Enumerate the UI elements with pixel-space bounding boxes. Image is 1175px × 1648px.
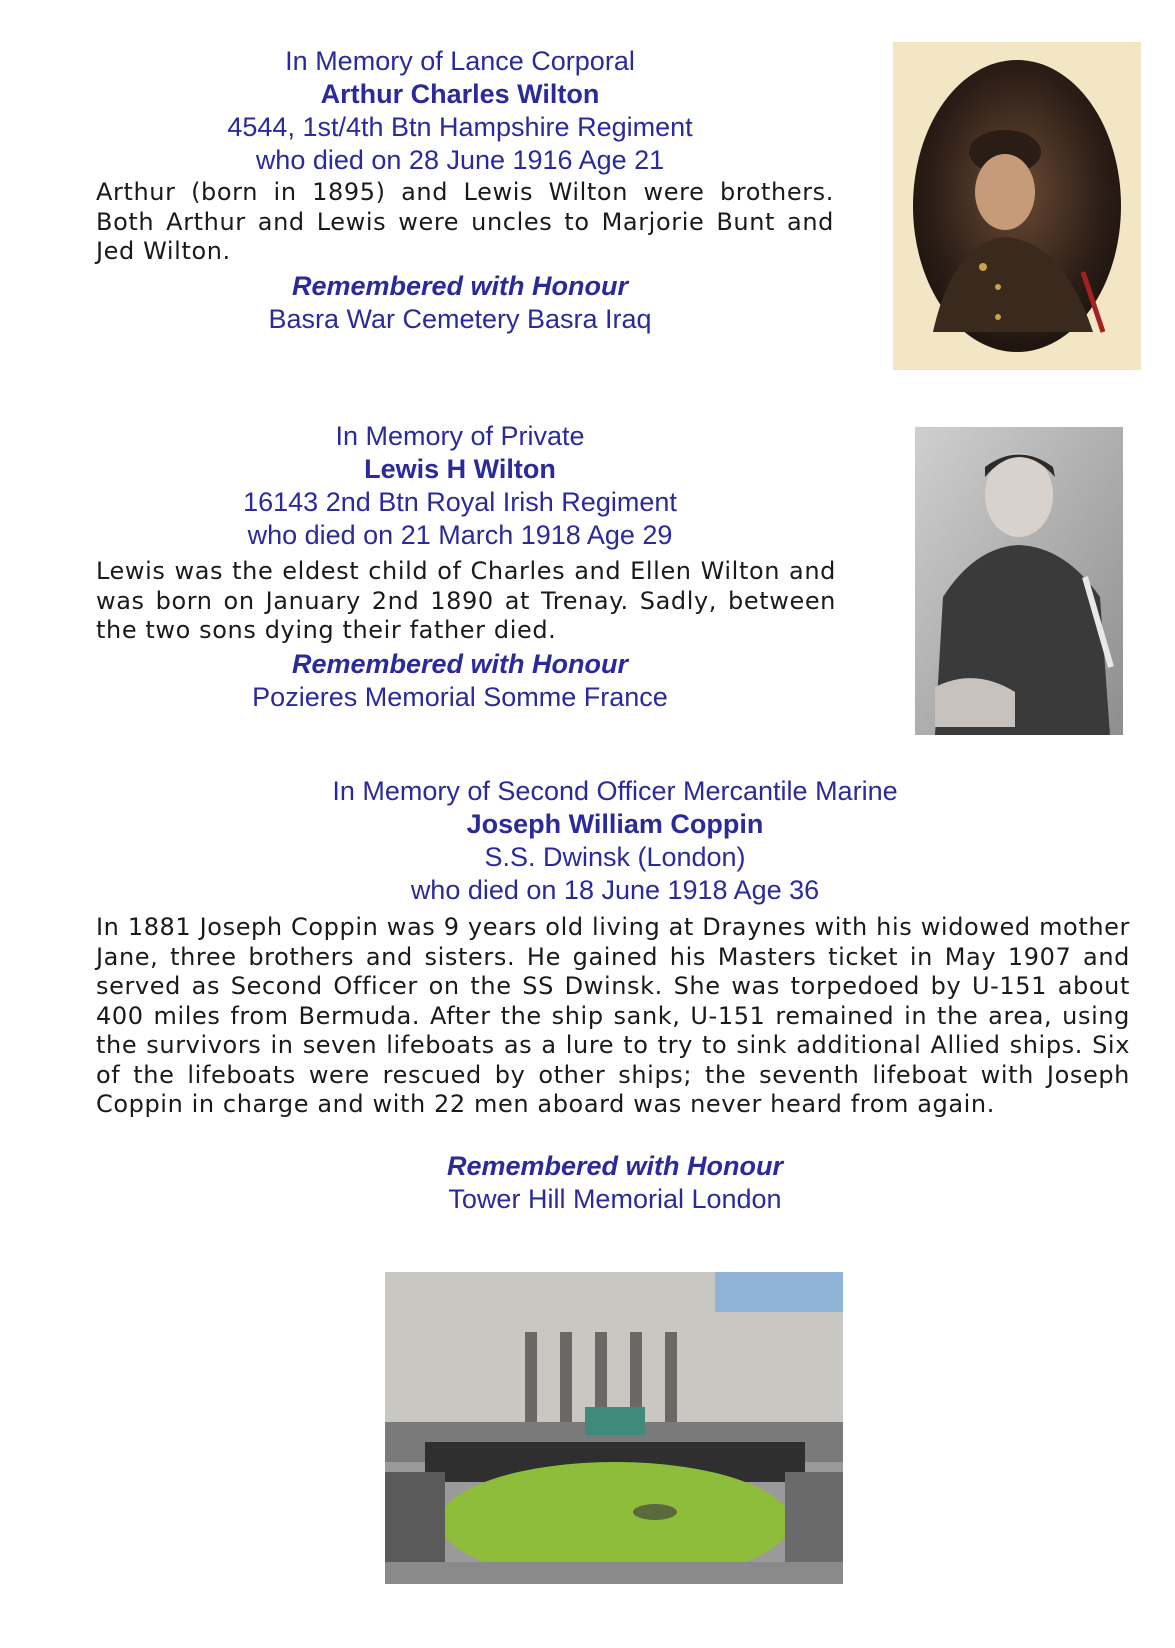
- entry-3-intro: In Memory of Second Officer Mercantile Marine: [332, 776, 898, 806]
- entry-3-died: who died on 18 June 1918 Age 36: [410, 875, 820, 905]
- entry-2-heading: [90, 420, 830, 552]
- entry-2-honour: Remembered with Honour: [291, 649, 629, 679]
- entry-2-memorial: Pozieres Memorial Somme France: [252, 682, 668, 712]
- entry-3-honour: Remembered with Honour: [446, 1151, 784, 1181]
- tower-hill-memorial-photo: [385, 1272, 843, 1584]
- entry-1-heading: [90, 45, 830, 177]
- entry-3-footer: [90, 1150, 1140, 1216]
- portrait-arthur-photo: [893, 42, 1141, 370]
- entry-1-memorial: Basra War Cemetery Basra Iraq: [268, 304, 652, 334]
- entry-3-memorial: Tower Hill Memorial London: [448, 1184, 782, 1214]
- entry-2-died: who died on 21 March 1918 Age 29: [247, 520, 673, 550]
- entry-3-heading: [90, 775, 1140, 907]
- portrait-lewis-photo: [915, 427, 1123, 735]
- entry-2-name: Lewis H Wilton: [364, 454, 556, 484]
- entry-2-bio: Lewis was the eldest child of Charles and Ellen Wilton and was born on January 2nd 1890 at Trenay. Sadly, between the two sons dying their father died.: [96, 557, 836, 644]
- entry-1-intro: In Memory of Lance Corporal: [285, 46, 635, 76]
- entry-1-bio: Arthur (born in 1895) and Lewis Wilton were brothers. Both Arthur and Lewis were uncles to Marjorie Bunt and Jed Wilton.: [96, 178, 834, 265]
- entry-2-unit: 16143 2nd Btn Royal Irish Regiment: [243, 487, 677, 517]
- entry-1-died: who died on 28 June 1916 Age 21: [255, 145, 665, 175]
- entry-1-name: Arthur Charles Wilton: [320, 79, 600, 109]
- entry-1-footer: [90, 270, 830, 336]
- entry-2-intro: In Memory of Private: [335, 421, 585, 451]
- entry-2-footer: [90, 648, 830, 714]
- entry-1-unit: 4544, 1st/4th Btn Hampshire Regiment: [227, 112, 693, 142]
- entry-1-honour: Remembered with Honour: [291, 271, 629, 301]
- entry-3-name: Joseph William Coppin: [466, 809, 764, 839]
- entry-3-bio: In 1881 Joseph Coppin was 9 years old living at Draynes with his widowed mother Jane, three brothers and sisters. He gained his Masters ticket in May 1907 and served as Second Officer on the SS Dwinsk. She was torpedoed by U-151 about 400 miles from Bermuda. After the ship sank, U-151 remained in the area, using the survivors in seven lifeboats as a lure to try to sink additional Allied ships. Six of the lifeboats were rescued by other ships; the seventh lifeboat with Joseph Coppin in charge and with 22 men aboard was never heard from again.: [96, 913, 1130, 1118]
- entry-3-unit: S.S. Dwinsk (London): [484, 842, 746, 872]
